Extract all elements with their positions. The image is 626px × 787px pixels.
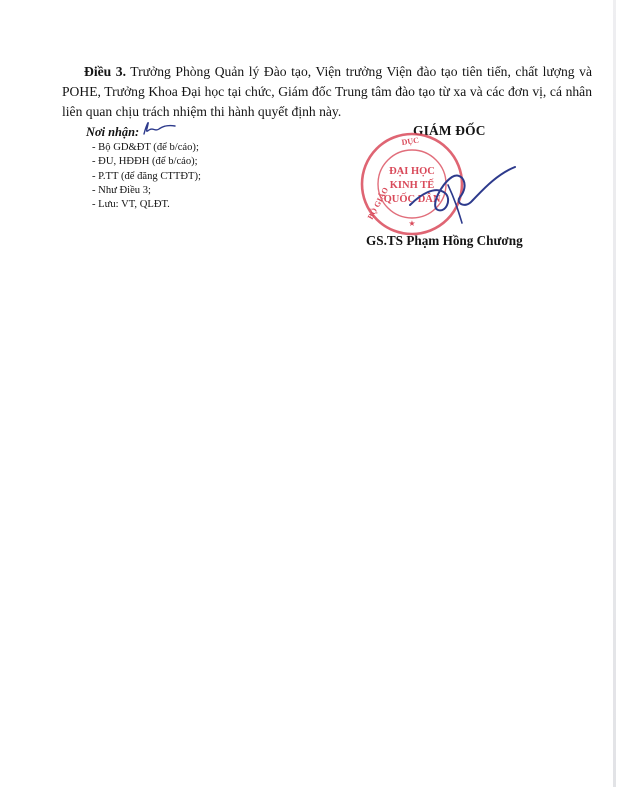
recipient-item: - Bộ GD&ĐT (để b/cáo); <box>92 142 199 154</box>
recipients-list <box>86 141 201 212</box>
recipient-item: - P.TT (để đăng CTTĐT); <box>92 170 201 182</box>
recipient-item: - Lưu: VT, QLĐT. <box>92 199 170 211</box>
recipients-block <box>86 125 201 212</box>
seal-star-icon: ★ <box>408 219 416 228</box>
seal-line-2: KINH TẾ <box>389 180 435 191</box>
scan-edge <box>613 0 616 787</box>
signer-title: GIÁM ĐỐC <box>413 123 486 138</box>
signer-name: GS.TS Phạm Hồng Chương <box>366 233 523 248</box>
recipient-item: - Như Điều 3; <box>92 184 151 196</box>
handwritten-signature-icon <box>400 155 520 225</box>
recipients-title: Nơi nhận: <box>86 125 140 139</box>
recipient-item: - ĐU, HĐĐH (để b/cáo); <box>92 156 198 168</box>
seal-ring-left: BỘ GIÁO <box>365 185 391 221</box>
seal-line-1: ĐẠI HỌC <box>389 166 435 177</box>
initial-signature-icon <box>141 118 177 138</box>
article-label: Điều 3. <box>84 63 126 79</box>
article-text: Trưởng Phòng Quản lý Đào tạo, Viện trưởng Viện đào tạo tiên tiến, chất lượng và POHE, Trưởng Khoa Đại học tại chức, Giám đốc Trung tâm đào tạo từ xa và các đơn vị, cá nhân liên quan chịu trách nhiệm thi hành quyết định này. <box>62 63 592 119</box>
seal-line-3: QUỐC DÂN <box>383 194 441 205</box>
article-3 <box>62 62 592 122</box>
seal-ring-top: DỤC <box>401 135 420 147</box>
